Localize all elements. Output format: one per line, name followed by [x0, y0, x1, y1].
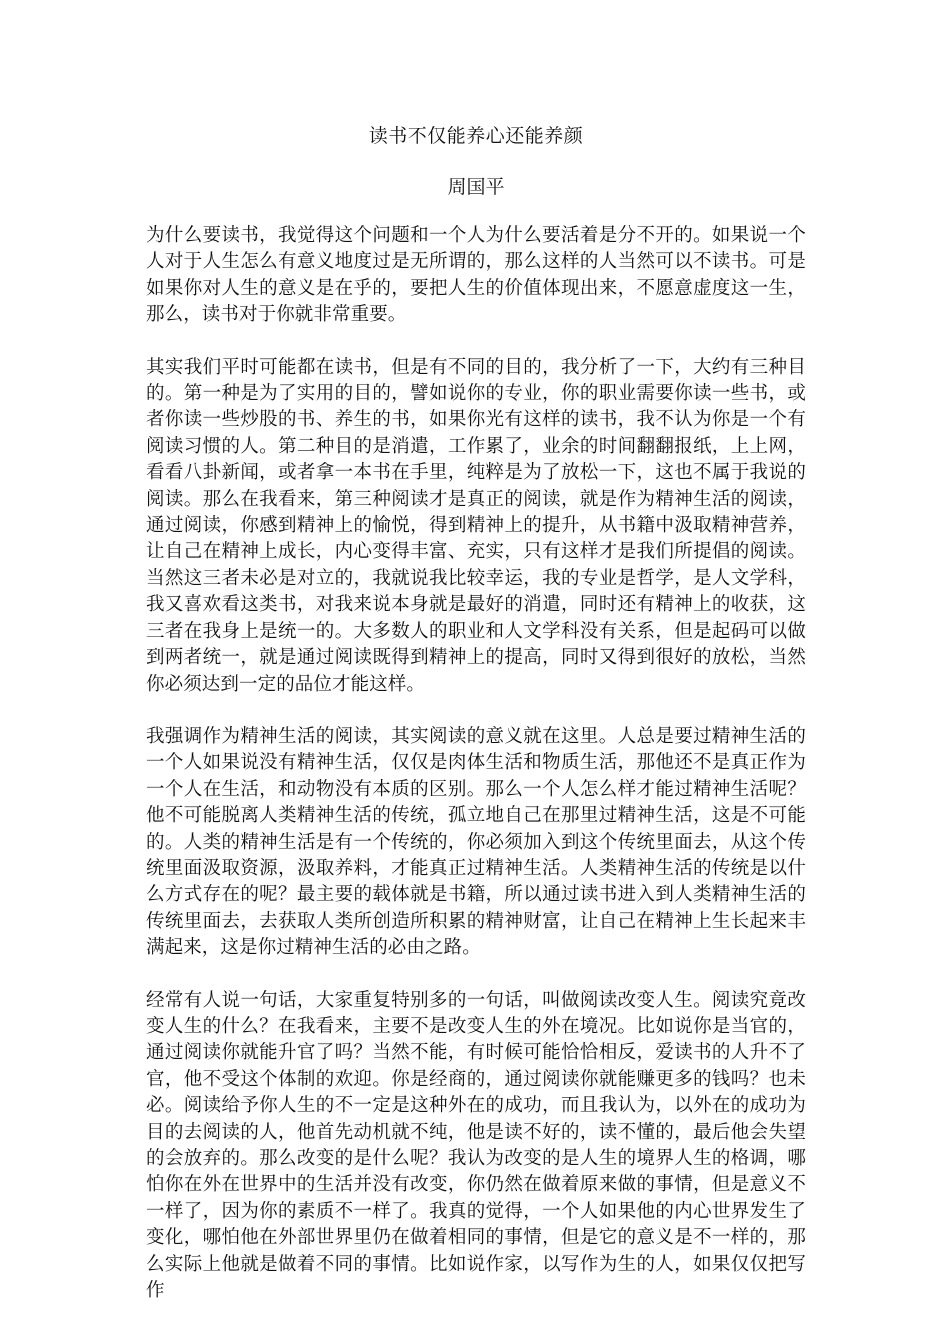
document-title: 读书不仅能养心还能养颜 [368, 125, 584, 147]
paragraph: 经常有人说一句话，大家重复特别多的一句话，叫做阅读改变人生。阅读究竟改变人生的什么？在我看来，主要不是改变人生的外在境况。比如说你是当官的，通过阅读你就能升官了吗？当然不能，有时候可能恰恰相反，爱读书的人升不了官，他不受这个体制的欢迎。你是经商的，通过阅读你就能赚更多的钱吗？也未必。阅读给予你人生的不一定是这种外在的成功，而且我认为，以外在的成功为目的去阅读的人，他首先动机就不纯，他是读不好的，读不懂的，最后他会失望的会放弃的。那么改变的是什么呢？我认为改变的是人生的境界人生的格调，哪怕你在外在世界中的生活并没有改变，你仍然在做着原来做的事情，但是意义不一样了，因为你的素质不一样了。我真的觉得，一个人如果他的内心世界发生了变化，哪怕他在外部世界里仍在做着相同的事情，但是它的意义是不一样的，那么实际上他就是做着不同的事情。比如说作家，以写作为生的人，如果仅仅把写作 [146, 989, 806, 1302]
document-body [146, 223, 806, 1330]
document-author: 周国平 [447, 176, 505, 198]
paragraph: 为什么要读书，我觉得这个问题和一个人为什么要活着是分不开的。如果说一个人对于人生怎么有意义地度过是无所谓的，那么这样的人当然可以不读书。可是如果你对人生的意义是在乎的，要把人生的价值体现出来，不愿意虚度这一生，那么，读书对于你就非常重要。 [146, 225, 806, 326]
paragraph: 其实我们平时可能都在读书，但是有不同的目的，我分析了一下，大约有三种目的。第一种是为了实用的目的，譬如说你的专业，你的职业需要你读一些书，或者你读一些炒股的书、养生的书，如果你光有这样的读书，我不认为你是一个有阅读习惯的人。第二种目的是消遣，工作累了，业余的时间翻翻报纸，上上网，看看八卦新闻，或者拿一本书在手里，纯粹是为了放松一下，这也不属于我说的阅读。那么在我看来，第三种阅读才是真正的阅读，就是作为精神生活的阅读，通过阅读，你感到精神上的愉悦，得到精神上的提升，从书籍中汲取精神营养，让自己在精神上成长，内心变得丰富、充实，只有这样才是我们所提倡的阅读。当然这三者未必是对立的，我就说我比较幸运，我的专业是哲学，是人文学科，我又喜欢看这类书，对我来说本身就是最好的消遣，同时还有精神上的收获，这三者在我身上是统一的。大多数人的职业和人文学科没有关系，但是起码可以做到两者统一，就是通过阅读既得到精神上的提高，同时又得到很好的放松，当然你必须达到一定的品位才能这样。 [146, 356, 806, 695]
paragraph: 我强调作为精神生活的阅读，其实阅读的意义就在这里。人总是要过精神生活的一个人如果说没有精神生活，仅仅是肉体生活和物质生活，那他还不是真正作为一个人在生活，和动物没有本质的区别。那么一个人怎么样才能过精神生活呢？他不可能脱离人类精神生活的传统，孤立地自己在那里过精神生活，这是不可能的。人类的精神生活是有一个传统的，你必须加入到这个传统里面去，从这个传统里面汲取资源，汲取养料，才能真正过精神生活。人类精神生活的传统是以什么方式存在的呢？最主要的载体就是书籍，所以通过读书进入到人类精神生活的传统里面去，去获取人类所创造所积累的精神财富，让自己在精神上生长起来丰满起来，这是你过精神生活的必由之路。 [146, 725, 806, 959]
